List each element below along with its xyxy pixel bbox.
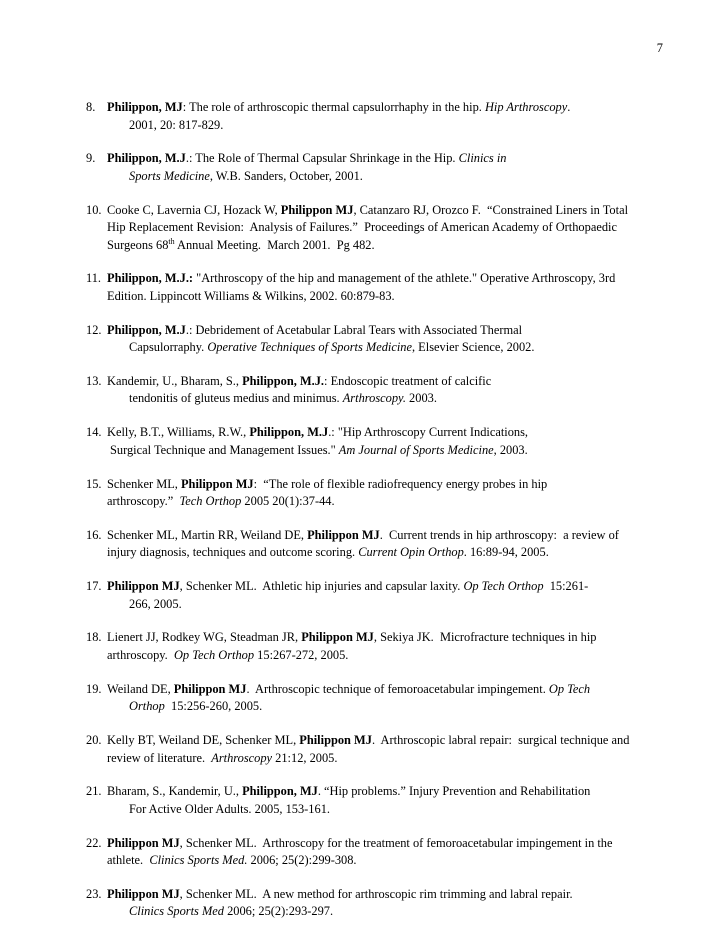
reference-number: 18.	[86, 630, 102, 645]
reference-line: Philippon, M.J.: The Role of Thermal Capsular Shrinkage in the Hip. Clinics in	[107, 151, 507, 166]
reference-item	[86, 150, 676, 185]
reference-line: 2001, 20: 817-829.	[129, 117, 224, 132]
reference-number: 20.	[86, 733, 102, 748]
reference-number: 19.	[86, 681, 102, 696]
reference-number: 22.	[86, 835, 102, 850]
reference-line: Philippon, M.J.: Debridement of Acetabular Labral Tears with Associated Thermal	[107, 322, 523, 337]
reference-line: injury diagnosis, techniques and outcome scoring. Current Opin Orthop. 16:89-94, 2005.	[107, 545, 549, 560]
reference-line: Philippon MJ, Schenker ML. Arthroscopy for the treatment of femoroacetabular impingement in the	[107, 835, 613, 850]
reference-item	[86, 681, 676, 716]
reference-line: Surgical Technique and Management Issues." Am Journal of Sports Medicine, 2003.	[110, 442, 528, 457]
reference-line: Philippon MJ, Schenker ML. Athletic hip injuries and capsular laxity. Op Tech Orthop 15:261-	[107, 579, 589, 594]
reference-line: Edition. Lippincott Williams & Wilkins, 2002. 60:879-83.	[107, 288, 395, 303]
reference-line: Clinics Sports Med 2006; 25(2):293-297.	[129, 904, 334, 919]
reference-number: 10.	[86, 202, 102, 217]
reference-line: arthroscopy. Op Tech Orthop 15:267-272, 2005.	[107, 647, 349, 662]
reference-line: Philippon MJ, Schenker ML. A new method for arthroscopic rim trimming and labral repair.	[107, 886, 573, 901]
reference-item	[86, 202, 676, 255]
reference-item	[86, 270, 676, 305]
reference-line: Hip Replacement Revision: Analysis of Failures.” Proceedings of American Academy of Orthopaedic	[107, 220, 617, 235]
reference-item	[86, 629, 676, 664]
reference-line: Kelly BT, Weiland DE, Schenker ML, Philippon MJ. Arthroscopic labral repair: surgical technique and	[107, 733, 630, 748]
reference-number: 21.	[86, 784, 102, 799]
reference-number: 12.	[86, 322, 102, 337]
reference-line: Philippon, MJ: The role of arthroscopic thermal capsulorrhaphy in the hip. Hip Arthroscopy.	[107, 100, 571, 114]
reference-line: Surgeons 68th Annual Meeting. March 2001. Pg 482.	[107, 236, 375, 252]
reference-item	[86, 578, 676, 613]
reference-line: 266, 2005.	[129, 596, 182, 611]
reference-line: Bharam, S., Kandemir, U., Philippon, MJ. “Hip problems.” Injury Prevention and Rehabilitation	[107, 784, 591, 799]
reference-item	[86, 99, 676, 134]
reference-item	[86, 835, 676, 870]
reference-line: tendonitis of gluteus medius and minimus. Arthroscopy. 2003.	[129, 391, 437, 406]
reference-line: Orthop 15:256-260, 2005.	[129, 699, 263, 714]
reference-line: Cooke C, Lavernia CJ, Hozack W, Philippon MJ, Catanzaro RJ, Orozco F. “Constrained Liners in Total	[107, 202, 629, 217]
reference-line: athlete. Clinics Sports Med. 2006; 25(2):299-308.	[107, 853, 357, 868]
reference-item	[86, 886, 676, 921]
reference-item	[86, 476, 676, 511]
reference-line: Schenker ML, Martin RR, Weiland DE, Philippon MJ. Current trends in hip arthroscopy: a review of	[107, 527, 619, 542]
reference-item	[86, 527, 676, 562]
reference-line: Schenker ML, Philippon MJ: “The role of flexible radiofrequency energy probes in hip	[107, 476, 548, 491]
reference-line: Sports Medicine, W.B. Sanders, October, 2001.	[129, 168, 363, 183]
page-number: 7	[656, 41, 663, 55]
reference-list	[86, 99, 676, 937]
reference-line: Capsulorraphy. Operative Techniques of Sports Medicine, Elsevier Science, 2002.	[129, 340, 535, 355]
reference-number: 13.	[86, 373, 102, 388]
reference-item	[86, 732, 676, 767]
reference-line: For Active Older Adults. 2005, 153-161.	[129, 801, 330, 816]
reference-number: 23.	[86, 886, 102, 901]
reference-line: Weiland DE, Philippon MJ. Arthroscopic technique of femoroacetabular impingement. Op Tech	[107, 681, 591, 696]
reference-line: Lienert JJ, Rodkey WG, Steadman JR, Philippon MJ, Sekiya JK. Microfracture techniques in hip	[107, 630, 597, 645]
reference-item	[86, 373, 676, 408]
reference-number: 11.	[86, 271, 102, 286]
reference-line: review of literature. Arthroscopy 21:12, 2005.	[107, 750, 338, 765]
reference-line: Kandemir, U., Bharam, S., Philippon, M.J.: Endoscopic treatment of calcific	[107, 373, 492, 388]
reference-line: arthroscopy.” Tech Orthop 2005 20(1):37-44.	[107, 494, 335, 509]
reference-number: 16.	[86, 527, 102, 542]
reference-line: Kelly, B.T., Williams, R.W., Philippon, M.J.: "Hip Arthroscopy Current Indications,	[107, 425, 529, 440]
reference-line: Philippon, M.J.: "Arthroscopy of the hip and management of the athlete." Operative Arthroscopy, 3rd	[107, 271, 616, 286]
reference-number: 15.	[86, 476, 102, 491]
reference-item	[86, 322, 676, 357]
reference-number: 8.	[86, 100, 96, 114]
reference-number: 14.	[86, 425, 102, 440]
reference-item	[86, 424, 676, 459]
reference-item	[86, 783, 676, 818]
reference-number: 17.	[86, 579, 102, 594]
reference-number: 9.	[86, 151, 96, 166]
